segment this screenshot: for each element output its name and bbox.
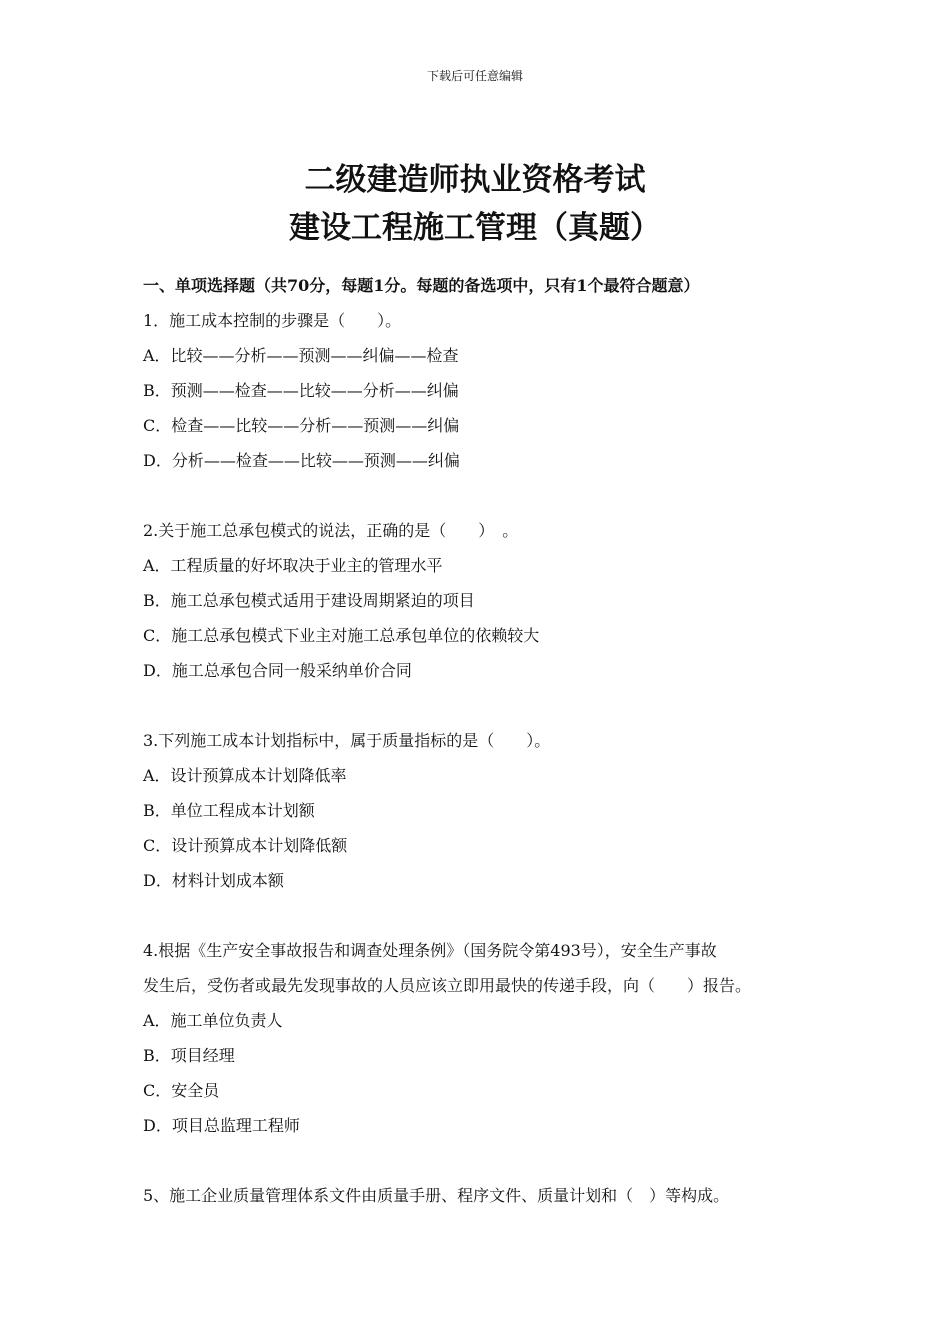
- page-header: 下载后可任意编辑: [426, 69, 523, 83]
- question-3-option-d: D．材料计划成本额: [143, 871, 284, 890]
- question-5-stem: 5、施工企业质量管理体系文件由质量手册、程序文件、质量计划和（ ）等构成。: [143, 1186, 730, 1205]
- question-2-stem: 2.关于施工总承包模式的说法，正确的是（ ） 。: [143, 521, 519, 540]
- question-3-option-a: A．设计预算成本计划降低率: [143, 766, 347, 785]
- question-3-option-b: B．单位工程成本计划额: [143, 801, 315, 820]
- question-3-option-c: C．设计预算成本计划降低额: [143, 836, 348, 855]
- question-2-option-b: B．施工总承包模式适用于建设周期紧迫的项目: [143, 591, 475, 610]
- question-1-stem: 1．施工成本控制的步骤是（ ）。: [143, 311, 402, 330]
- question-4-stem-line2: 发生后，受伤者或最先发现事故的人员应该立即用最快的传递手段，向（ ）报告。: [143, 976, 752, 995]
- document-subtitle: 建设工程施工管理（真题）: [289, 210, 661, 246]
- question-1-option-c: C．检查——比较——分析——预测——纠偏: [143, 416, 460, 435]
- question-1-option-d: D．分析——检查——比较——预测——纠偏: [143, 451, 460, 470]
- exam-content: [143, 268, 823, 1213]
- question-1-option-b: B．预测——检查——比较——分析——纠偏: [143, 381, 459, 400]
- question-2-option-c: C．施工总承包模式下业主对施工总承包单位的依赖较大: [143, 626, 540, 645]
- question-4-option-b: B．项目经理: [143, 1046, 235, 1065]
- question-3-stem: 3.下列施工成本计划指标中，属于质量指标的是（ ）。: [143, 731, 551, 750]
- question-2-option-a: A．工程质量的好坏取决于业主的管理水平: [143, 556, 443, 575]
- question-4-option-a: A．施工单位负责人: [143, 1011, 283, 1030]
- question-1-option-a: A．比较——分析——预测——纠偏——检查: [143, 346, 459, 365]
- question-4-option-d: D．项目总监理工程师: [143, 1116, 300, 1135]
- question-4-option-c: C．安全员: [143, 1081, 220, 1100]
- document-title: 二级建造师执业资格考试: [304, 162, 646, 198]
- section-heading: 一、单项选择题（共70分，每题1分。每题的备选项中，只有1个最符合题意）: [143, 276, 700, 295]
- question-2-option-d: D．施工总承包合同一般采纳单价合同: [143, 661, 412, 680]
- question-4-stem-line1: 4.根据《生产安全事故报告和调查处理条例》（国务院令第493号），安全生产事故: [143, 941, 717, 960]
